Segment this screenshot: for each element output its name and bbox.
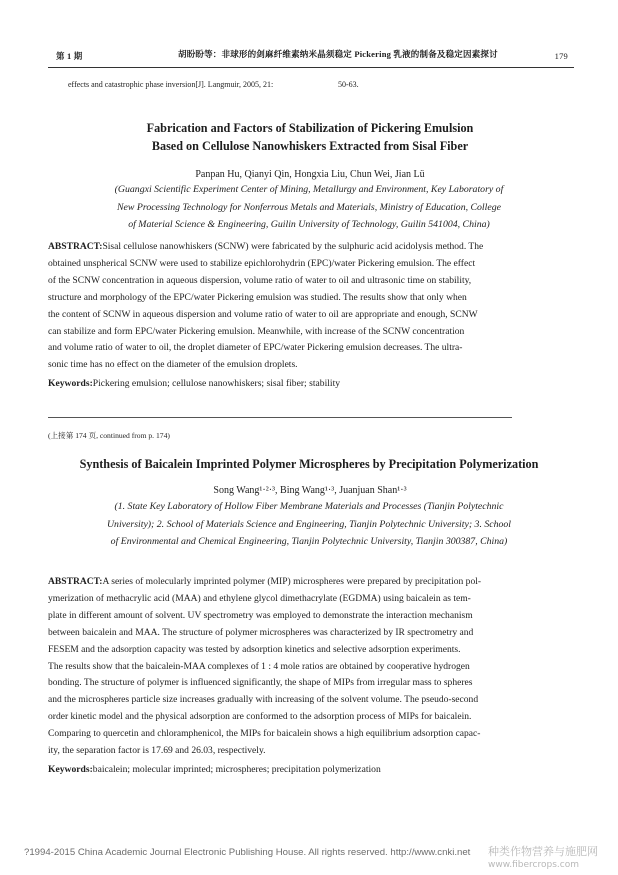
abstract-line: ity, the separation factor is 17.69 and 26.03, respectively. bbox=[48, 745, 266, 757]
abstract-line: ABSTRACT:A series of molecularly imprinted polymer (MIP) microspheres were prepared by precipitation pol- bbox=[48, 576, 482, 587]
keywords-text: baicalein; molecular imprinted; microspheres; precipitation polymerization bbox=[92, 764, 381, 775]
section-divider bbox=[48, 417, 512, 418]
affiliation-line: University); 2. School of Materials Science and Engineering, Tianjin Polytechnic University; 3. School bbox=[106, 518, 512, 530]
prev-reference-pages: 50-63. bbox=[338, 80, 359, 89]
article1-affiliation bbox=[54, 181, 564, 234]
article2-affiliation bbox=[54, 498, 564, 551]
article2-keywords bbox=[48, 764, 381, 775]
affiliation-line: of Environmental and Chemical Engineering, Tianjin Polytechnic University, Tianjin 300387, China) bbox=[110, 536, 508, 547]
abstract-line: the content of SCNW in aqueous dispersion and volume ratio of water to oil are appropriate and enough, SCNW bbox=[48, 308, 478, 320]
abstract-line: between baicalein and MAA. The structure of polymer microspheres was characterized by IR spectrometry and bbox=[48, 626, 474, 638]
abstract-line: ABSTRACT:Sisal cellulose nanowhiskers (SCNW) were fabricated by the sulphuric acid acidolysis method. The bbox=[48, 241, 484, 252]
article1-authors: Panpan Hu, Qianyi Qin, Hongxia Liu, Chun Wei, Jian Lü bbox=[195, 169, 425, 180]
affiliation-line: New Processing Technology for Nonferrous Metals and Materials, Ministry of Education, College bbox=[117, 201, 501, 213]
abstract-line: obtained unspherical SCNW were used to stabilize epichlorohydrin (EPC)/water Pickering emulsion. The effect bbox=[48, 257, 476, 269]
keywords-label: Keywords: bbox=[48, 764, 93, 775]
header-rule bbox=[48, 67, 574, 68]
abstract-line: and volume ratio of water to oil, the droplet diameter of EPC/water Pickering emulsion decreases. The ultra- bbox=[48, 342, 463, 354]
watermark-text: 种类作物营养与施肥网 bbox=[488, 845, 598, 858]
copyright-footer: ?1994-2015 China Academic Journal Electronic Publishing House. All rights reserved. http://www.cnki.net bbox=[24, 847, 471, 858]
abstract-line: ymerization of methacrylic acid (MAA) and ethylene glycol dimethacrylate (EGDMA) using baicalein as tem- bbox=[48, 592, 471, 604]
keywords-label: Keywords: bbox=[48, 378, 93, 389]
abstract-label: ABSTRACT: bbox=[48, 241, 103, 252]
keywords-text: Pickering emulsion; cellulose nanowhiskers; sisal fiber; stability bbox=[92, 378, 341, 389]
affiliation-line: (1. State Key Laboratory of Hollow Fiber Membrane Materials and Processes (Tianjin Polytechnic bbox=[114, 501, 504, 512]
abstract-line: plate in different amount of solvent. UV spectrometry was employed to demonstrate the interaction mechanism bbox=[48, 609, 473, 621]
continued-note: (上接第 174 页, continued from p. 174) bbox=[48, 431, 170, 440]
article2-abstract bbox=[48, 574, 570, 760]
abstract-line: structure and morphology of the EPC/water Pickering emulsion was studied. The results show that only when bbox=[48, 291, 467, 303]
abstract-line: The results show that the baicalein-MAA complexes of 1 : 4 mole ratios are obtained by cooperative hydrogen bbox=[48, 660, 470, 672]
affiliation-line: (Guangxi Scientific Experiment Center of Mining, Metallurgy and Environment, Key Laboratory of bbox=[114, 184, 504, 195]
abstract-line: can stabilize and form EPC/water Pickering emulsion. Meanwhile, with increase of the SCNW concentration bbox=[48, 325, 465, 337]
article1-title-line2: Based on Cellulose Nanowhiskers Extracted from Sisal Fiber bbox=[151, 139, 469, 153]
abstract-line: Comparing to quercetin and chloramphenicol, the MIPs for baicalein shows a high equilibrium adsorption capac- bbox=[48, 728, 481, 740]
article1-title-line1: Fabrication and Factors of Stabilization of Pickering Emulsion bbox=[146, 121, 474, 135]
watermark-url: www.fibercrops.com bbox=[488, 860, 579, 870]
abstract-line: bonding. The structure of polymer is influenced significantly, the shape of MIPs from irregular mass to spheres bbox=[48, 677, 473, 689]
page-number: 179 bbox=[554, 51, 568, 61]
abstract-line: sonic time has no effect on the diameter of the emulsion droplets. bbox=[48, 359, 298, 371]
abstract-line: FESEM and the adsorption capacity was tested by adsorption kinetics and selective adsorption experiments. bbox=[48, 643, 461, 655]
abstract-line: and the microspheres particle size increases gradually with increasing of the solvent volume. The pseudo-second bbox=[48, 694, 479, 706]
abstract-line: of the SCNW concentration in aqueous dispersion, volume ratio of water to oil and ultrasonic time on stability, bbox=[48, 274, 472, 286]
running-title: 胡盼盼等：非球形的剑麻纤维素纳米晶须稳定 Pickering 乳液的制备及稳定因素探讨 bbox=[178, 49, 498, 59]
article1-keywords bbox=[48, 378, 340, 389]
affiliation-line: of Material Science & Engineering, Guilin University of Technology, Guilin 541004, China) bbox=[128, 219, 490, 230]
article2-title: Synthesis of Baicalein Imprinted Polymer Microspheres by Precipitation Polymerization bbox=[79, 457, 539, 471]
abstract-label: ABSTRACT: bbox=[48, 576, 103, 587]
abstract-line: order kinetic model and the physical adsorption are conformed to the adsorption process of MIPs for baicalein. bbox=[48, 711, 472, 723]
prev-reference: effects and catastrophic phase inversion[J]. Langmuir, 2005, 21: bbox=[68, 80, 274, 89]
article1-abstract bbox=[48, 239, 570, 374]
article2-authors: Song Wang¹·²·³, Bing Wang¹·³, Juanjuan Shan¹·³ bbox=[213, 485, 407, 496]
journal-issue: 第 1 期 bbox=[56, 51, 83, 61]
